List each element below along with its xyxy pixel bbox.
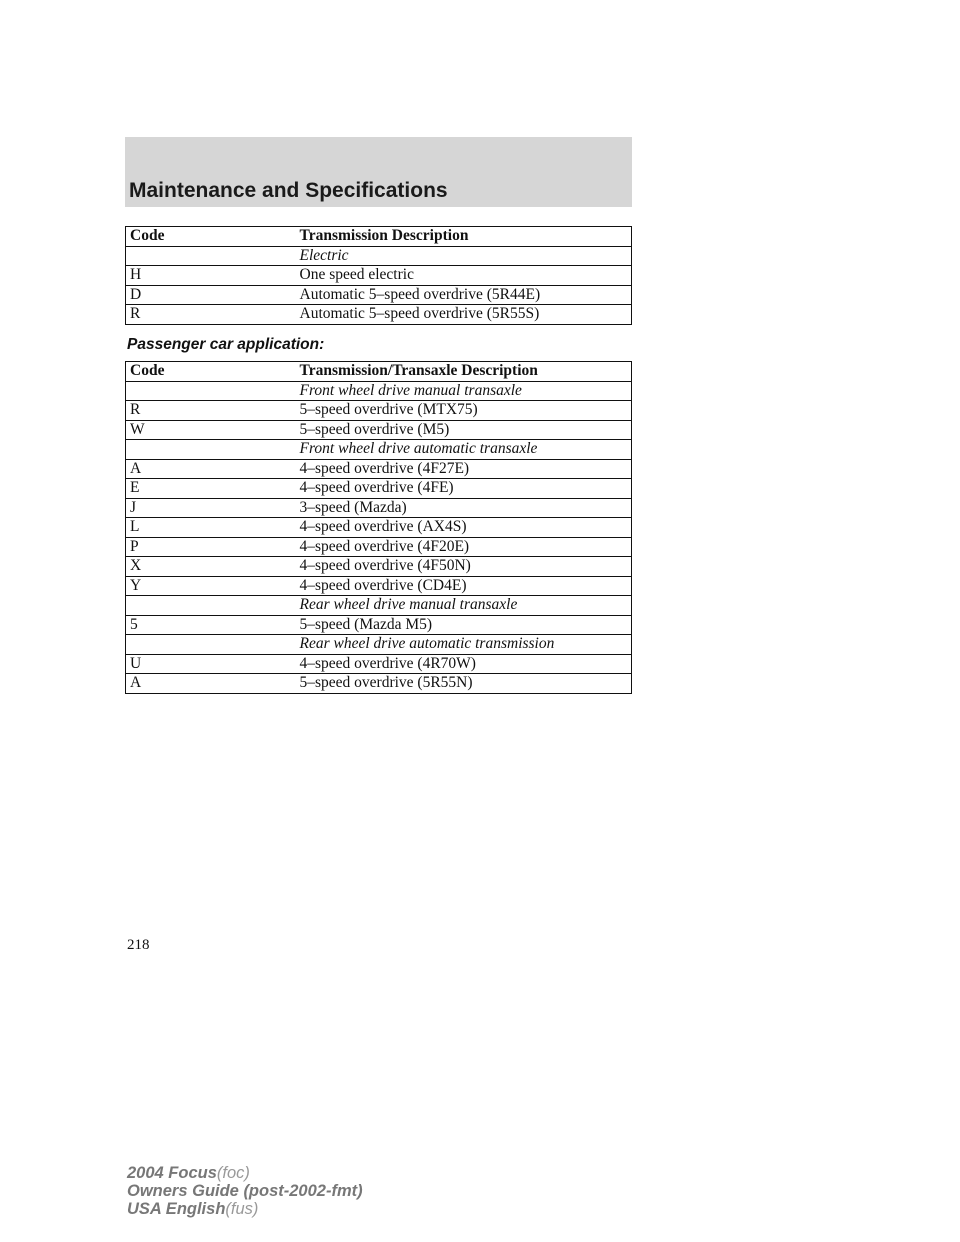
description-cell: Rear wheel drive automatic transmission xyxy=(294,635,632,655)
code-cell: E xyxy=(126,479,294,499)
column-header-description: Transmission/Transaxle Description xyxy=(294,362,632,382)
column-header-code: Code xyxy=(126,227,294,247)
table-header-row xyxy=(126,227,632,247)
column-header-description: Transmission Description xyxy=(294,227,632,247)
description-cell: 5–speed overdrive (M5) xyxy=(294,420,632,440)
table-row xyxy=(126,518,632,538)
table-subheader-row xyxy=(126,635,632,655)
table-row xyxy=(126,266,632,286)
table-row xyxy=(126,305,632,325)
description-cell: 4–speed overdrive (4FE) xyxy=(294,479,632,499)
table-header-row xyxy=(126,362,632,382)
code-cell: H xyxy=(126,266,294,286)
table-row xyxy=(126,285,632,305)
column-header-code: Code xyxy=(126,362,294,382)
description-cell: 4–speed overdrive (4F20E) xyxy=(294,537,632,557)
footer-line-2 xyxy=(127,1182,363,1200)
table-row xyxy=(126,420,632,440)
table-row xyxy=(126,498,632,518)
section-label: Passenger car application: xyxy=(127,336,325,353)
footer-line-3 xyxy=(127,1200,363,1218)
description-cell: 4–speed overdrive (AX4S) xyxy=(294,518,632,538)
description-cell: Rear wheel drive manual transaxle xyxy=(294,596,632,616)
code-cell: Y xyxy=(126,576,294,596)
code-cell xyxy=(126,440,294,460)
code-cell xyxy=(126,381,294,401)
description-cell: 5–speed overdrive (MTX75) xyxy=(294,401,632,421)
table-subheader-row xyxy=(126,246,632,266)
transmission-table xyxy=(125,226,632,325)
table-row xyxy=(126,459,632,479)
description-cell: 4–speed overdrive (4R70W) xyxy=(294,654,632,674)
code-cell: J xyxy=(126,498,294,518)
footer-model: 2004 Focus xyxy=(127,1164,217,1182)
table-row xyxy=(126,479,632,499)
code-cell xyxy=(126,246,294,266)
table-subheader-row xyxy=(126,596,632,616)
code-cell: X xyxy=(126,557,294,577)
description-cell: 4–speed overdrive (CD4E) xyxy=(294,576,632,596)
table-subheader-row xyxy=(126,381,632,401)
description-cell: 3–speed (Mazda) xyxy=(294,498,632,518)
description-cell: 5–speed overdrive (5R55N) xyxy=(294,674,632,694)
code-cell: A xyxy=(126,674,294,694)
code-cell: U xyxy=(126,654,294,674)
description-cell: Electric xyxy=(294,246,632,266)
code-cell: D xyxy=(126,285,294,305)
code-cell: 5 xyxy=(126,615,294,635)
description-cell: 5–speed (Mazda M5) xyxy=(294,615,632,635)
code-cell: R xyxy=(126,401,294,421)
footer-line-1 xyxy=(127,1164,363,1182)
description-cell: Front wheel drive manual transaxle xyxy=(294,381,632,401)
description-cell: One speed electric xyxy=(294,266,632,286)
table-row xyxy=(126,557,632,577)
description-cell: 4–speed overdrive (4F27E) xyxy=(294,459,632,479)
table-subheader-row xyxy=(126,440,632,460)
footer-model-code: (foc) xyxy=(216,1164,250,1182)
table-row xyxy=(126,576,632,596)
table-row xyxy=(126,654,632,674)
table-row xyxy=(126,674,632,694)
description-cell: Automatic 5–speed overdrive (5R55S) xyxy=(294,305,632,325)
footer-guide: Owners Guide (post-2002-fmt) xyxy=(127,1182,363,1200)
header-band xyxy=(125,137,632,207)
code-cell: L xyxy=(126,518,294,538)
code-cell xyxy=(126,635,294,655)
table-row xyxy=(126,537,632,557)
page-number: 218 xyxy=(127,937,150,953)
code-cell: R xyxy=(126,305,294,325)
description-cell: Automatic 5–speed overdrive (5R44E) xyxy=(294,285,632,305)
footer-language-code: (fus) xyxy=(225,1200,259,1218)
footer-language: USA English xyxy=(127,1200,226,1218)
code-cell: A xyxy=(126,459,294,479)
code-cell: P xyxy=(126,537,294,557)
document-footer xyxy=(127,1164,363,1218)
description-cell: 4–speed overdrive (4F50N) xyxy=(294,557,632,577)
page-title: Maintenance and Specifications xyxy=(129,179,448,202)
table-row xyxy=(126,401,632,421)
description-cell: Front wheel drive automatic transaxle xyxy=(294,440,632,460)
table-row xyxy=(126,615,632,635)
passenger-car-table xyxy=(125,361,632,694)
code-cell xyxy=(126,596,294,616)
code-cell: W xyxy=(126,420,294,440)
